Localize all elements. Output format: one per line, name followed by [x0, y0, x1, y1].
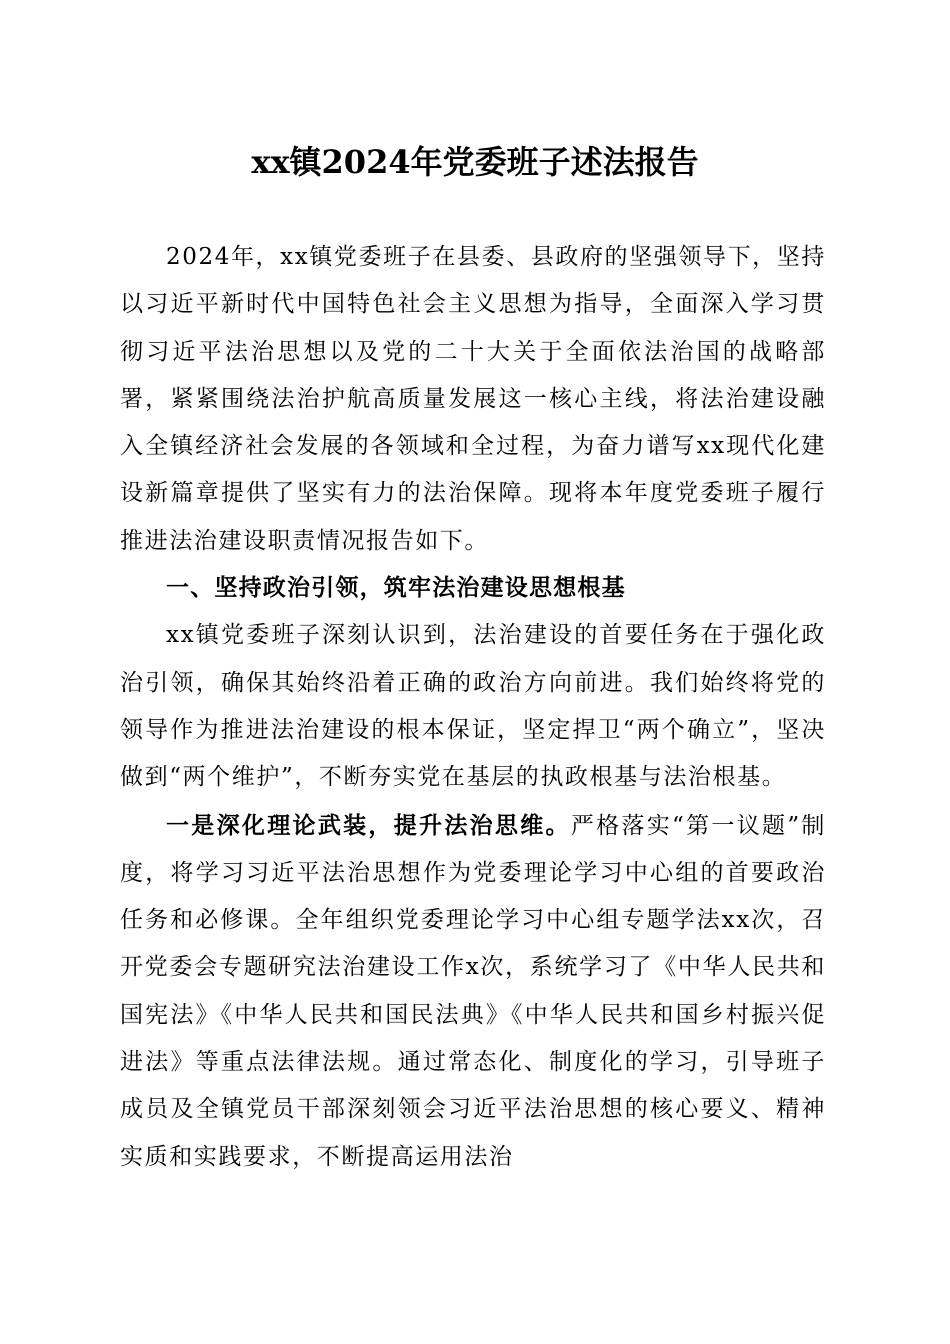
- item-lead-text: 一是深化理论武装，提升法治思维。: [166, 811, 571, 839]
- intro-paragraph: 2024年，xx镇党委班子在县委、县政府的坚强领导下，坚持以习近平新时代中国特色社会主义思想为指导，全面深入学习贯彻习近平法治思想以及党的二十大关于全面依法治国的战略部署，紧紧围绕法治护航高质量发展这一核心主线，将法治建设融入全镇经济社会发展的各领域和全过程，为奋力谱写xx现代化建设新篇章提供了坚实有力的法治保障。现将本年度党委班子履行推进法治建设职责情况报告如下。: [120, 244, 826, 554]
- section-heading: 一、坚持政治引领，筑牢法治建设思想根基: [166, 575, 626, 602]
- document-title: xx镇2024年党委班子述法报告: [251, 143, 699, 181]
- item-body-text: 严格落实“第一议题”制度，将学习习近平法治思想作为党委理论学习中心组的首要政治任务和必修课。全年组织党委理论学习中心组专题学法xx次，召开党委会专题研究法治建设工作x次，系统学习了《中华人民共和国宪法》《中华人民共和国民法典》《中华人民共和国乡村振兴促进法》等重点法律法规。通过常态化、制度化的学习，引导班子成员及全镇党员干部深刻领会习近平法治思想的核心要义、精神实质和实践要求，不断提高运用法治: [120, 812, 826, 1170]
- item-paragraph: [120, 802, 826, 1181]
- document-body: [120, 234, 826, 1181]
- section-intro-paragraph: xx镇党委班子深刻认识到，法治建设的首要任务在于强化政治引领，确保其始终沿着正确的政治方向前进。我们始终将党的领导作为推进法治建设的根本保证，坚定捍卫“两个确立”，坚决做到“两个维护”，不断夯实党在基层的执政根基与法治根基。: [120, 622, 826, 791]
